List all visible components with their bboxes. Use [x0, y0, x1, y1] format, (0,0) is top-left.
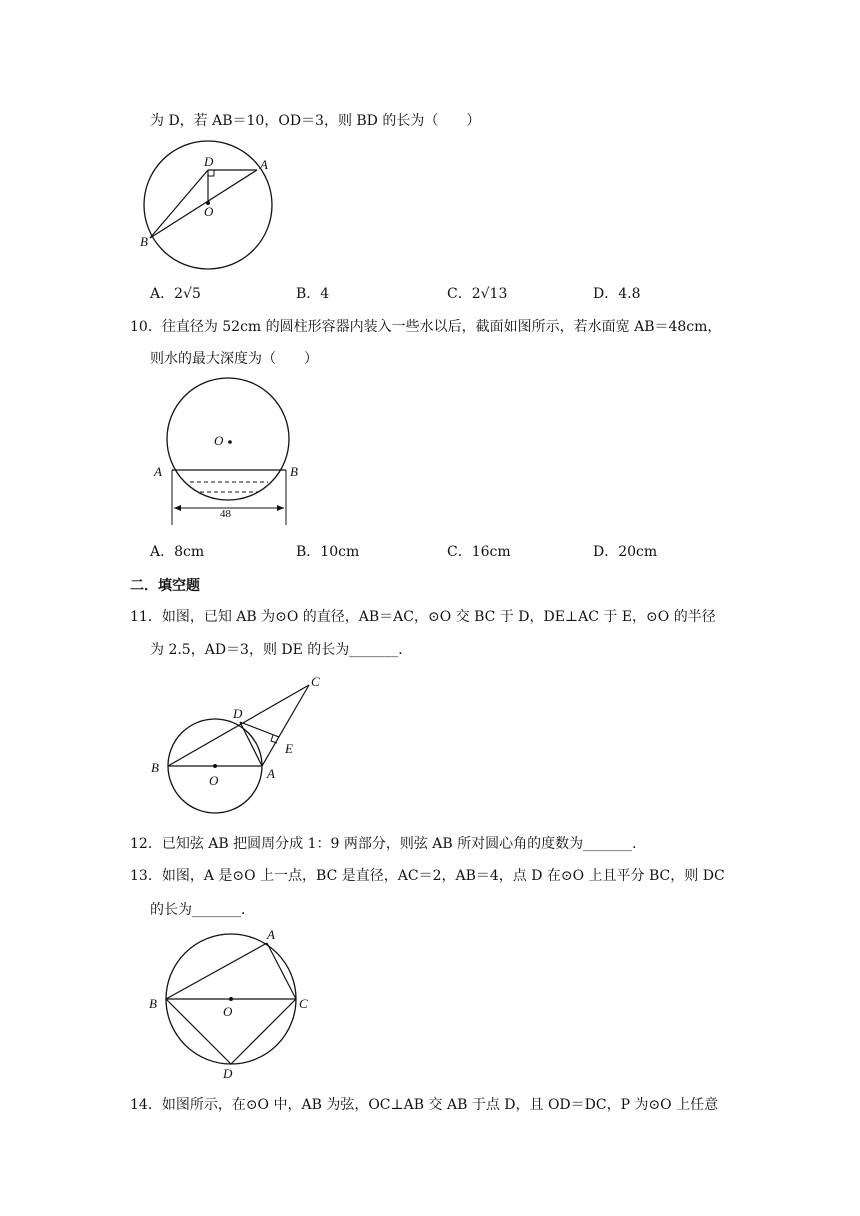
- q13-text-line1: 13．如图，A 是⊙O 上一点，BC 是直径，AC＝2，AB＝4，点 D 在⊙O 上且平分 BC，则 DC: [130, 868, 725, 884]
- q11-label-a: A: [267, 766, 275, 781]
- q9-label-a: A: [260, 157, 268, 172]
- q10-label-a: A: [154, 464, 162, 479]
- q13-label-c: C: [299, 996, 308, 1011]
- q11-label-e: E: [285, 741, 293, 756]
- q11-label-c: C: [311, 674, 320, 689]
- q12-text: 12．已知弦 AB 把圆周分成 1：9 两部分，则弦 AB 所对圆心角的度数为_______．: [130, 836, 647, 852]
- q13-label-a: A: [267, 927, 275, 942]
- q10-label-width: 48: [220, 508, 231, 520]
- q9-label-b: B: [140, 234, 148, 249]
- q10-text-line2: 则水的最大深度为（ ）: [150, 351, 318, 367]
- q13-figure: [145, 928, 325, 1083]
- q9-option-a: A．2√5: [150, 286, 201, 302]
- q10-label-b: B: [290, 464, 298, 479]
- q11-label-o: O: [209, 773, 219, 788]
- q9-option-b: B．4: [296, 286, 330, 302]
- q9-figure: [140, 150, 280, 270]
- q11-label-d: D: [233, 706, 243, 721]
- q11-label-b: B: [151, 760, 159, 775]
- q14-text: 14．如图所示，在⊙O 中，AB 为弦，OC⊥AB 交 AB 于点 D，且 OD＝DC，P 为⊙O 上任意: [130, 1097, 719, 1113]
- q9-label-d: D: [204, 154, 214, 169]
- q13-label-b: B: [149, 996, 157, 1011]
- q10-option-c: C．16cm: [447, 544, 511, 560]
- q13-label-o: O: [223, 1004, 233, 1019]
- q13-label-d: D: [223, 1066, 233, 1081]
- q9-option-d: D．4.8: [593, 286, 641, 302]
- q10-figure: [150, 380, 310, 530]
- q13-text-line2: 的长为_______．: [150, 902, 255, 918]
- section-title: 二．填空题: [130, 578, 200, 594]
- q9-text: 为 D，若 AB＝10，OD＝3，则 BD 的长为（ ）: [150, 113, 481, 129]
- q10-option-a: A．8cm: [150, 544, 205, 560]
- q11-text-line2: 为 2.5，AD＝3，则 DE 的长为_______．: [150, 642, 413, 658]
- q10-option-b: B．10cm: [296, 544, 360, 560]
- q10-label-o: O: [214, 433, 224, 448]
- q10-text-line1: 10．往直径为 52cm 的圆柱形容器内装入一些水以后，截面如图所示，若水面宽 AB＝48cm，: [130, 319, 722, 335]
- q10-option-d: D．20cm: [593, 544, 658, 560]
- q9-label-o: O: [204, 204, 214, 219]
- q9-option-c: C．2√13: [447, 286, 508, 302]
- q11-text-line1: 11．如图，已知 AB 为⊙O 的直径，AB＝AC，⊙O 交 BC 于 D，DE⊥AC 于 E，⊙O 的半径: [130, 609, 716, 625]
- q11-figure: [145, 675, 335, 820]
